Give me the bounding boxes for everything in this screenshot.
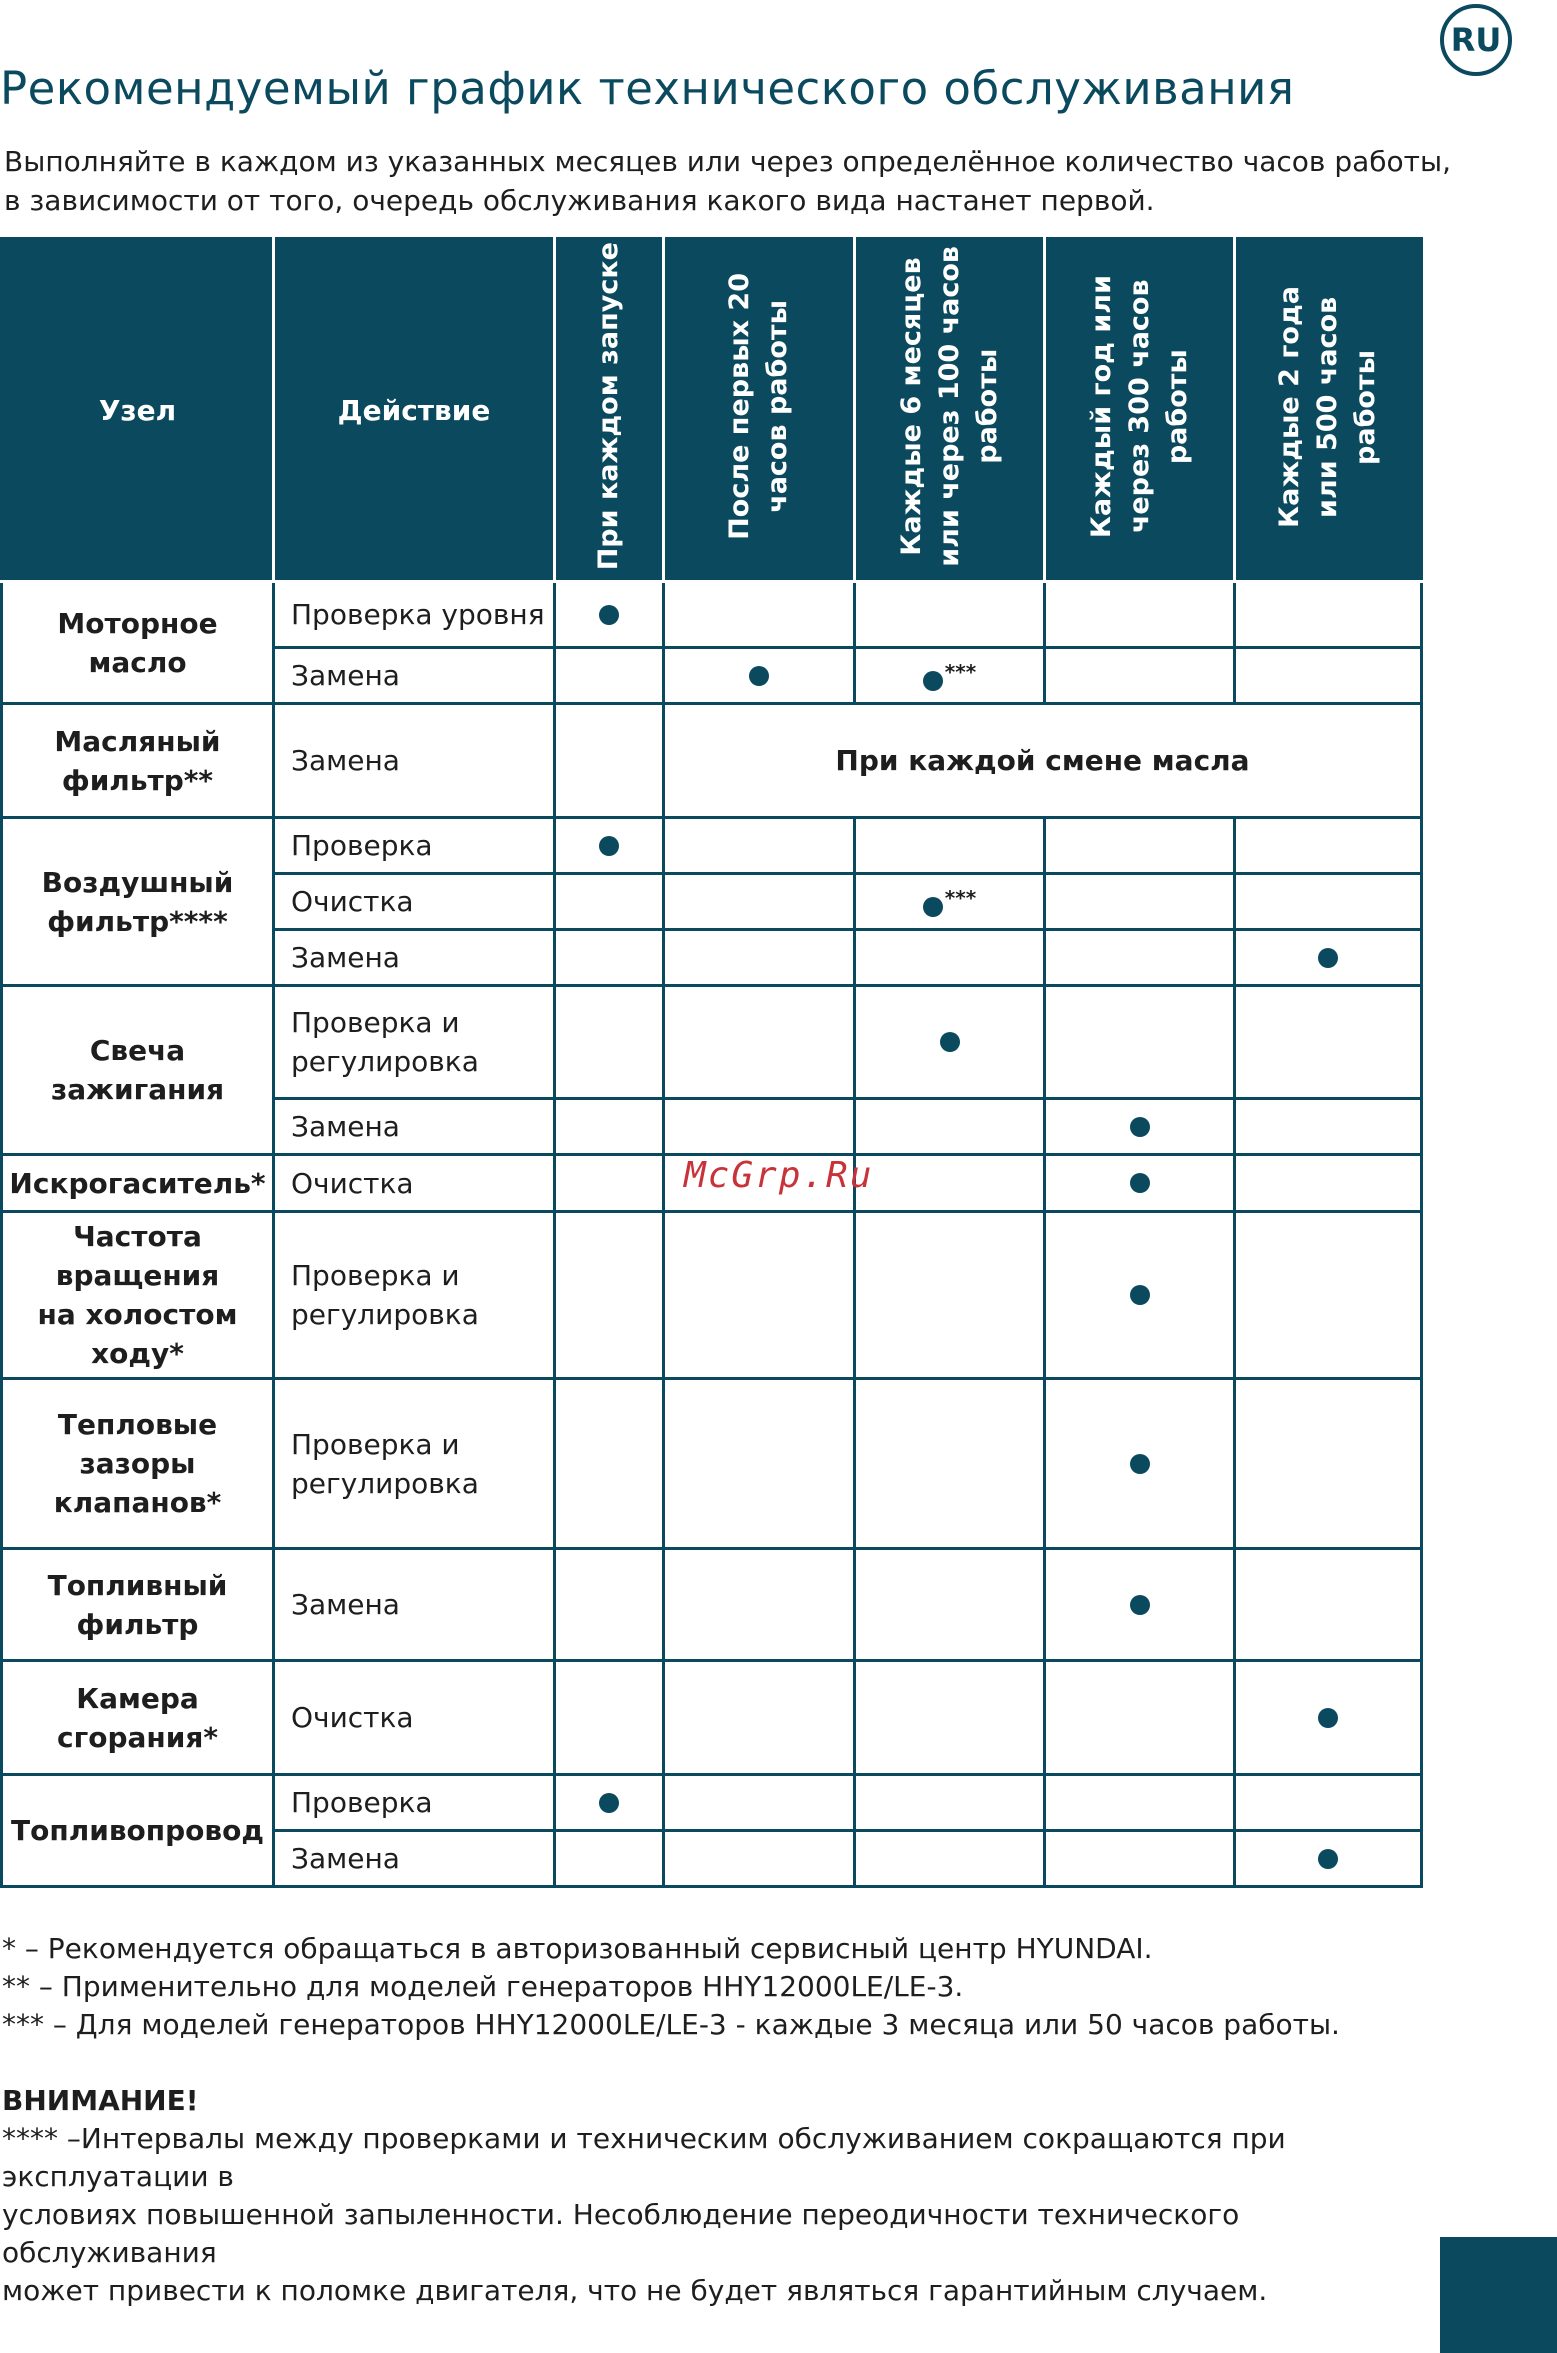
mark-cell bbox=[555, 1775, 664, 1831]
dot-marker bbox=[1130, 1117, 1150, 1137]
dot-marker bbox=[940, 1032, 960, 1052]
unit-air-filter: Воздушный фильтр**** bbox=[2, 818, 274, 986]
action-cell: Проверка уровня bbox=[274, 582, 555, 648]
footnote-3: *** – Для моделей генераторов HHY12000LE/LE-3 - каждые 3 месяца или 50 часов работы. bbox=[2, 2008, 1340, 2041]
unit-spark-arrester: Искрогаситель* bbox=[2, 1155, 274, 1212]
unit-combustion-chamber: Камера сгорания* bbox=[2, 1661, 274, 1775]
watermark: McGrp.Ru bbox=[684, 1155, 874, 1196]
unit-fuel-filter: Топливный фильтр bbox=[2, 1549, 274, 1661]
unit-motor-oil: Моторное масло bbox=[2, 582, 274, 704]
footnote-2: ** – Применительно для моделей генераторов HHY12000LE/LE-3. bbox=[2, 1970, 964, 2003]
action-cell: Проверка и регулировка bbox=[274, 1379, 555, 1549]
maintenance-schedule-table bbox=[0, 237, 1423, 1888]
mark-cell bbox=[1235, 1661, 1422, 1775]
header-2-years: Каждые 2 года или 500 часов работы bbox=[1235, 239, 1422, 582]
dot-marker bbox=[1130, 1173, 1150, 1193]
table-header-row bbox=[2, 239, 1422, 582]
dot-marker bbox=[1318, 948, 1338, 968]
dot-marker bbox=[599, 1793, 619, 1813]
footnote-mark: *** bbox=[944, 660, 977, 685]
mark-cell bbox=[1045, 1099, 1235, 1155]
table-row bbox=[2, 1661, 1422, 1775]
dot-marker bbox=[599, 836, 619, 856]
unit-spark-plug: Свеча зажигания bbox=[2, 986, 274, 1155]
unit-valve-clearance: Тепловые зазоры клапанов* bbox=[2, 1379, 274, 1549]
header-first-20h: После первых 20 часов работы bbox=[664, 239, 855, 582]
table-row bbox=[2, 704, 1422, 818]
action-cell: Очистка bbox=[274, 1661, 555, 1775]
table-row bbox=[2, 818, 1422, 874]
header-6-months: Каждые 6 месяцев или через 100 часов работы bbox=[855, 239, 1045, 582]
table-row bbox=[2, 1212, 1422, 1379]
action-cell: Замена bbox=[274, 704, 555, 818]
mark-cell bbox=[555, 818, 664, 874]
table-row bbox=[2, 1775, 1422, 1831]
oil-filter-note: При каждой смене масла bbox=[664, 704, 1422, 818]
header-every-start: При каждом запуске bbox=[555, 239, 664, 582]
intro-text: Выполняйте в каждом из указанных месяцев или через определённое количество часов работы, в зависимости от того, очередь обслуживания какого вида настанет первой. bbox=[4, 145, 1451, 217]
unit-idle-speed: Частота вращения на холостом ходу* bbox=[2, 1212, 274, 1379]
warning-body: **** –Интервалы между проверками и техническим обслуживанием сокращаются при эксплуатации в условиях повышенной запыленности. Несоблюдение переодичности технического обслуживания может привести к поломке двигателя, что не будет являться гарантийным случаем. bbox=[2, 2122, 1286, 2307]
footnote-1: * – Рекомендуется обращаться в авторизованный сервисный центр HYUNDAI. bbox=[2, 1932, 1153, 1965]
action-cell: Замена bbox=[274, 648, 555, 704]
action-cell: Замена bbox=[274, 930, 555, 986]
mark-cell bbox=[855, 648, 1045, 704]
warning-title: ВНИМАНИЕ! bbox=[2, 2084, 199, 2117]
action-cell: Проверка и регулировка bbox=[274, 1212, 555, 1379]
dot-marker bbox=[749, 666, 769, 686]
mark-cell bbox=[855, 874, 1045, 930]
unit-oil-filter: Масляный фильтр** bbox=[2, 704, 274, 818]
action-cell: Проверка bbox=[274, 1775, 555, 1831]
action-cell: Проверка bbox=[274, 818, 555, 874]
mark-cell bbox=[1045, 1549, 1235, 1661]
dot-marker bbox=[1130, 1454, 1150, 1474]
footnotes bbox=[2, 1930, 1340, 2044]
action-cell: Замена bbox=[274, 1549, 555, 1661]
table-row bbox=[2, 1379, 1422, 1549]
table-row bbox=[2, 1549, 1422, 1661]
corner-tab bbox=[1440, 2237, 1557, 2353]
header-1-year: Каждый год или через 300 часов работы bbox=[1045, 239, 1235, 582]
dot-marker bbox=[1130, 1285, 1150, 1305]
action-cell: Замена bbox=[274, 1831, 555, 1887]
header-unit: Узел bbox=[2, 239, 274, 582]
dot-marker bbox=[1318, 1849, 1338, 1869]
mark-cell bbox=[555, 582, 664, 648]
mark-cell bbox=[1045, 1155, 1235, 1212]
mark-cell bbox=[1235, 1831, 1422, 1887]
table-row bbox=[2, 582, 1422, 648]
language-badge: RU bbox=[1440, 4, 1512, 76]
mark-cell bbox=[1045, 1379, 1235, 1549]
table-row bbox=[2, 986, 1422, 1099]
unit-fuel-line: Топливопровод bbox=[2, 1775, 274, 1887]
footnote-mark: *** bbox=[944, 886, 977, 911]
dot-marker bbox=[923, 897, 943, 917]
action-cell: Проверка и регулировка bbox=[274, 986, 555, 1099]
mark-cell bbox=[855, 986, 1045, 1099]
dot-marker bbox=[599, 605, 619, 625]
action-cell: Замена bbox=[274, 1099, 555, 1155]
dot-marker bbox=[923, 671, 943, 691]
action-cell: Очистка bbox=[274, 1155, 555, 1212]
header-action: Действие bbox=[274, 239, 555, 582]
mark-cell bbox=[1045, 1212, 1235, 1379]
dot-marker bbox=[1318, 1708, 1338, 1728]
page-title: Рекомендуемый график технического обслуживания bbox=[0, 62, 1295, 115]
mark-cell bbox=[1235, 930, 1422, 986]
action-cell: Очистка bbox=[274, 874, 555, 930]
dot-marker bbox=[1130, 1595, 1150, 1615]
mark-cell bbox=[664, 648, 855, 704]
